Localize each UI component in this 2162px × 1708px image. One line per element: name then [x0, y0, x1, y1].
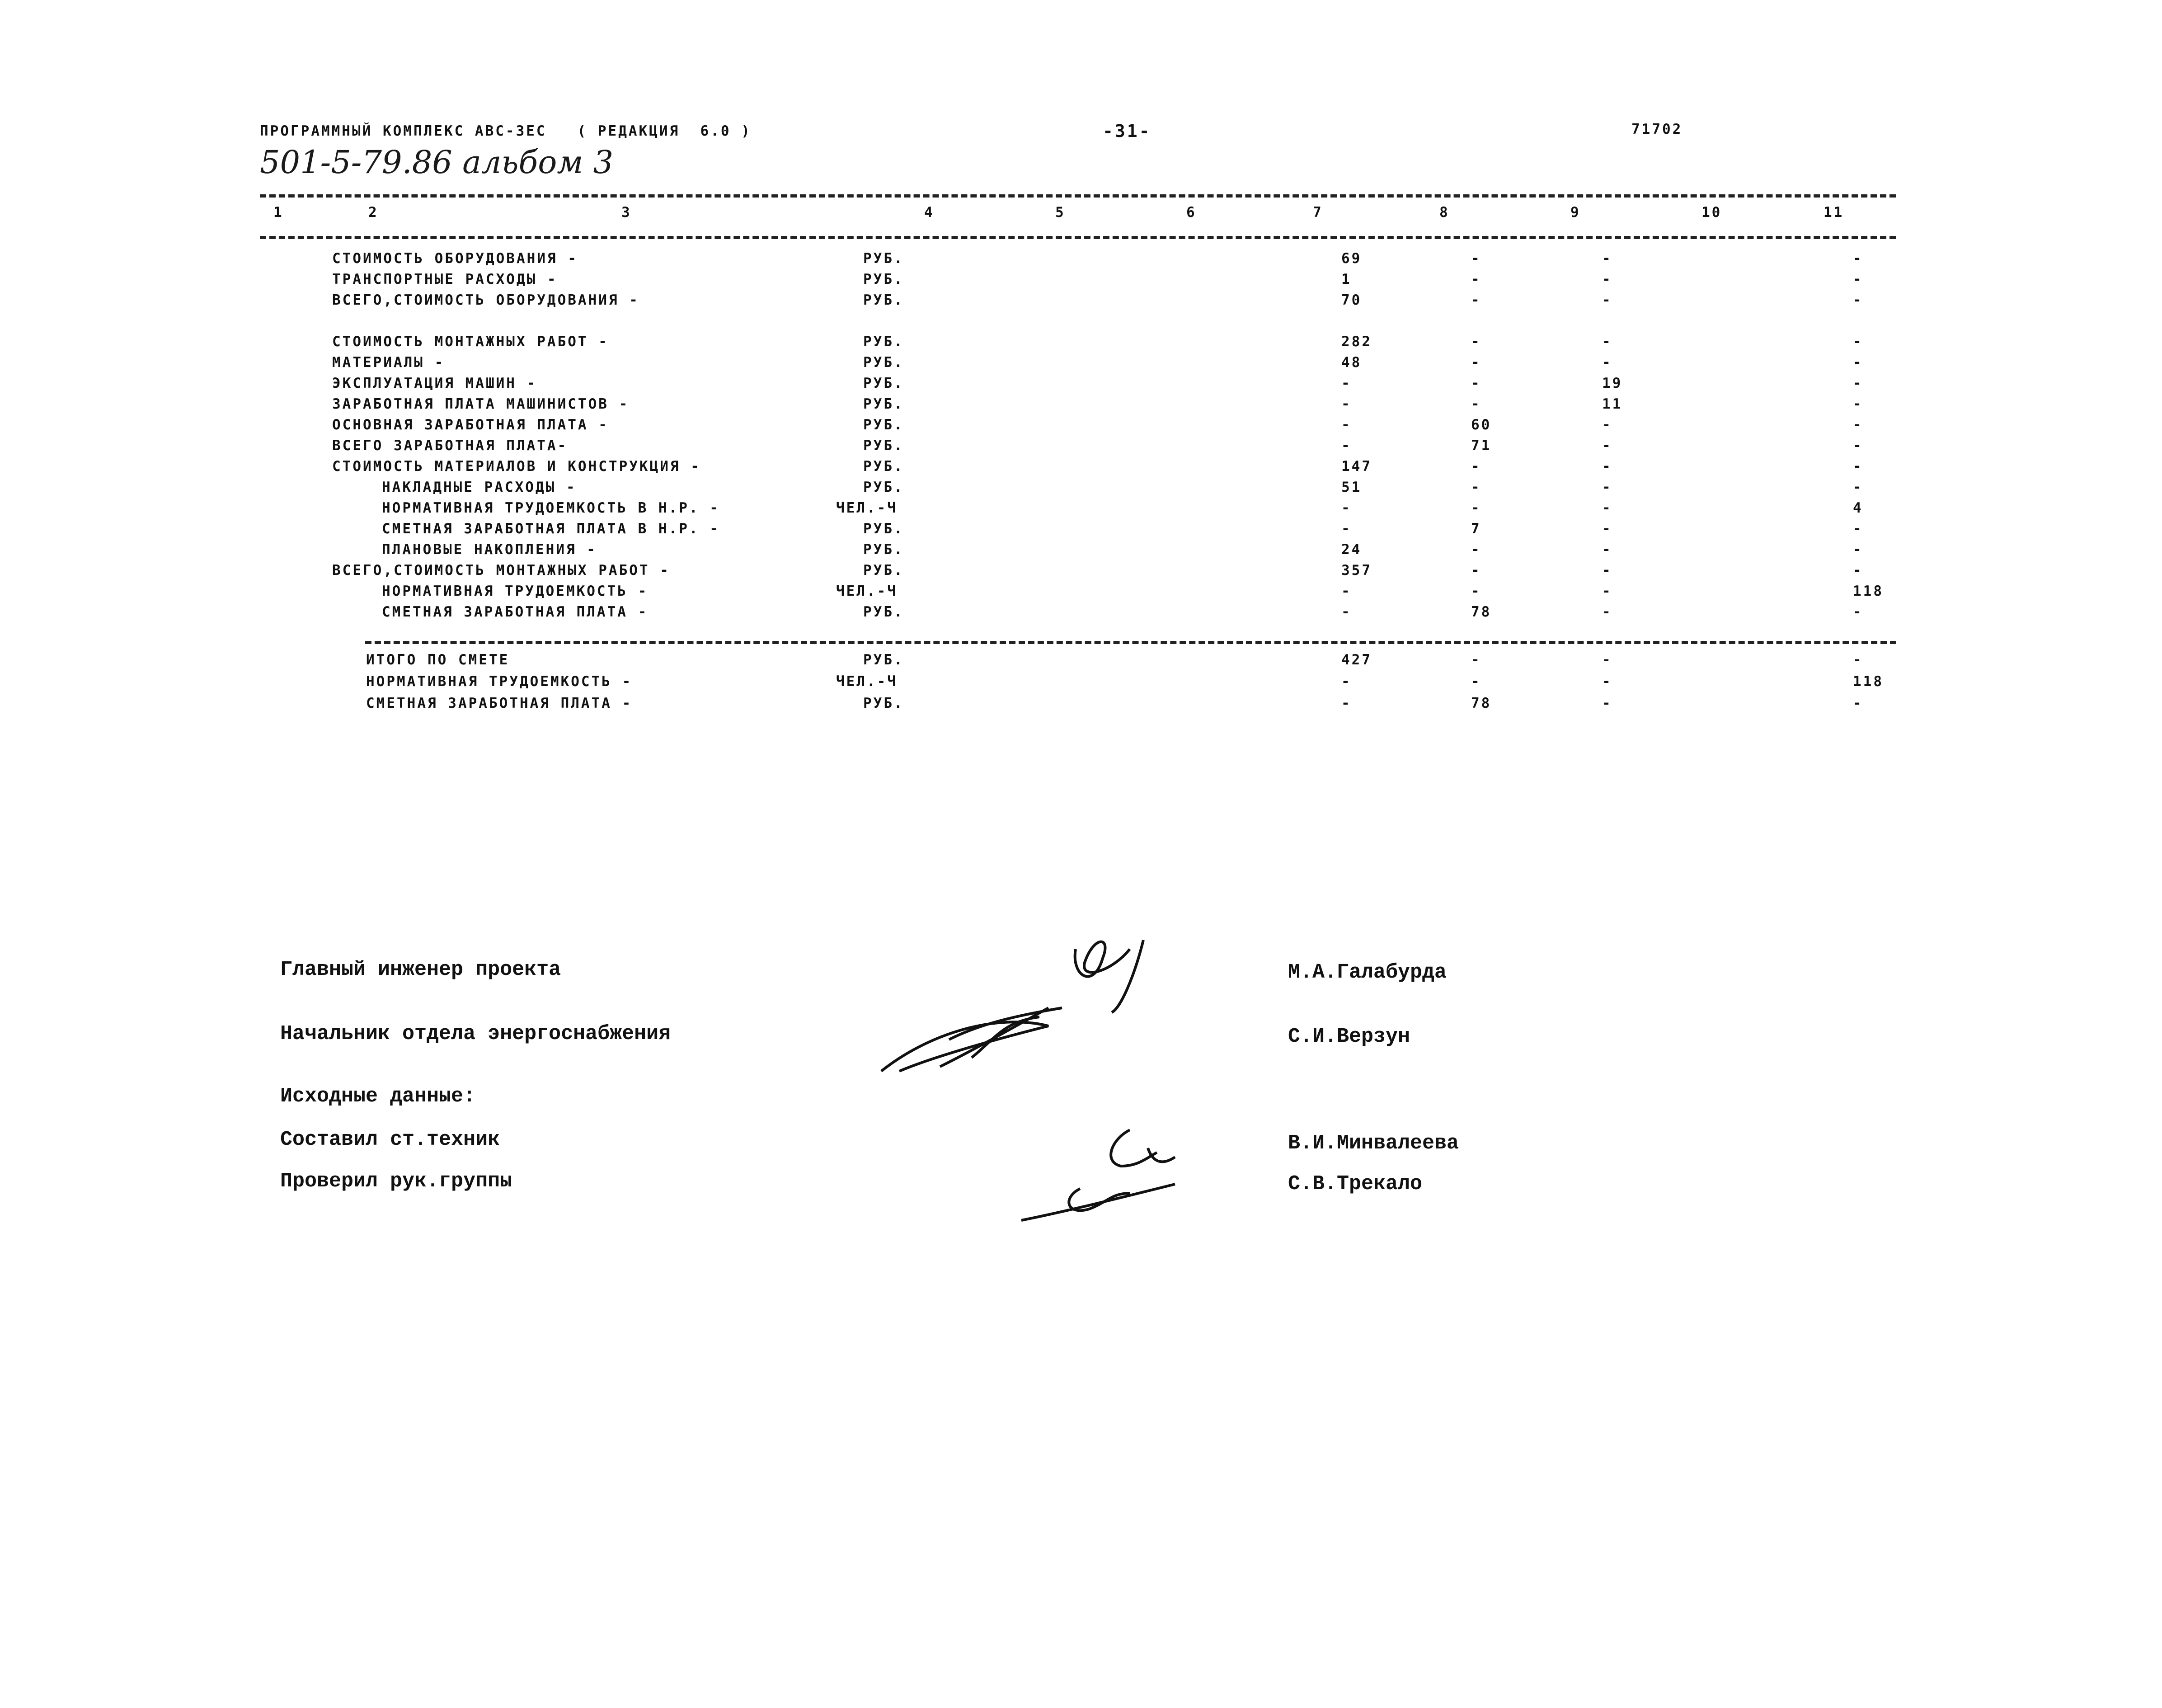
cell-c9: - [1602, 458, 1612, 475]
cell-c11: - [1853, 292, 1863, 308]
cell-c8: 71 [1471, 438, 1492, 454]
cell-c11: - [1853, 521, 1863, 537]
signature-name: М.А.Галабурда [1288, 961, 1447, 984]
row-label: НОРМАТИВНАЯ ТРУДОЕМКОСТЬ - [366, 673, 633, 690]
cell-c7: 51 [1341, 479, 1362, 495]
cell-c11: - [1853, 479, 1863, 495]
cell-c8: - [1471, 500, 1481, 516]
row-unit: РУБ. [863, 396, 904, 412]
column-header-2: 2 [368, 204, 379, 221]
cell-c9: - [1602, 604, 1612, 620]
cell-c8: - [1471, 271, 1481, 287]
cell-c9: 11 [1602, 396, 1623, 412]
cell-c8: - [1471, 334, 1481, 350]
cell-c11: - [1853, 652, 1863, 668]
cell-c8: - [1471, 583, 1481, 599]
cell-c8: 60 [1471, 417, 1492, 433]
column-header-1: 1 [273, 204, 284, 221]
row-unit: ЧЕЛ.-Ч [836, 500, 898, 516]
cell-c9: - [1602, 354, 1612, 371]
signature-name: С.В.Трекало [1288, 1172, 1423, 1195]
row-label: ОСНОВНАЯ ЗАРАБОТНАЯ ПЛАТА - [332, 417, 609, 433]
cell-c8: - [1471, 541, 1481, 558]
signature-role: Главный инженер проекта [280, 958, 561, 981]
cell-c7: - [1341, 695, 1352, 711]
cell-c7: - [1341, 673, 1352, 690]
column-header-11: 11 [1824, 204, 1844, 221]
cell-c11: 118 [1853, 583, 1884, 599]
table-row [0, 271, 2162, 292]
row-unit: РУБ. [863, 541, 904, 558]
cell-c7: 70 [1341, 292, 1362, 308]
column-header-row [260, 204, 1896, 225]
cell-c7: - [1341, 375, 1352, 391]
table-row [0, 396, 2162, 417]
row-unit: РУБ. [863, 250, 904, 267]
cell-c7: 357 [1341, 562, 1372, 579]
row-label: МАТЕРИАЛЫ - [332, 354, 445, 371]
cell-c9: - [1602, 541, 1612, 558]
table-row [0, 292, 2162, 313]
cell-c11: - [1853, 541, 1863, 558]
row-label: НОРМАТИВНАЯ ТРУДОЕМКОСТЬ В Н.Р. - [382, 500, 720, 516]
totals-rule [365, 641, 1896, 644]
row-label: СМЕТНАЯ ЗАРАБОТНАЯ ПЛАТА - [382, 604, 649, 620]
row-label: СМЕТНАЯ ЗАРАБОТНАЯ ПЛАТА - [366, 695, 633, 711]
program-header: ПРОГРАММНЫЙ КОМПЛЕКС АВС-3ЕС ( РЕДАКЦИЯ 6.0 ) [260, 123, 752, 139]
row-unit: РУБ. [863, 375, 904, 391]
handwritten-reference: 501-5-79.86 альбом 3 [260, 144, 614, 181]
cell-c7: 147 [1341, 458, 1372, 475]
cell-c8: - [1471, 250, 1481, 267]
column-header-6: 6 [1186, 204, 1197, 221]
row-unit: ЧЕЛ.-Ч [836, 673, 898, 690]
cell-c9: - [1602, 562, 1612, 579]
row-unit: РУБ. [863, 292, 904, 308]
column-header-7: 7 [1313, 204, 1323, 221]
cell-c11: - [1853, 417, 1863, 433]
row-unit: РУБ. [863, 479, 904, 495]
table-row [0, 250, 2162, 271]
cell-c8: - [1471, 375, 1481, 391]
cell-c9: - [1602, 583, 1612, 599]
table-row [0, 604, 2162, 625]
cell-c11: - [1853, 396, 1863, 412]
table-row [0, 458, 2162, 479]
cell-c9: - [1602, 417, 1612, 433]
cell-c7: - [1341, 604, 1352, 620]
cell-c11: 118 [1853, 673, 1884, 690]
cell-c7: 1 [1341, 271, 1352, 287]
row-unit: РУБ. [863, 334, 904, 350]
cell-c11: - [1853, 438, 1863, 454]
signature-scribble-bottom [1012, 1121, 1193, 1229]
cell-c9: - [1602, 271, 1612, 287]
signature-role: Исходные данные: [280, 1085, 476, 1108]
row-unit: РУБ. [863, 562, 904, 579]
table-row [0, 479, 2162, 500]
table-top-rule [260, 194, 1896, 198]
row-label: ТРАНСПОРТНЫЕ РАСХОДЫ - [332, 271, 558, 287]
cell-c8: - [1471, 292, 1481, 308]
signature-name: С.И.Верзун [1288, 1025, 1410, 1048]
column-header-8: 8 [1439, 204, 1450, 221]
signature-role: Проверил рук.группы [280, 1170, 512, 1193]
row-label: ЭКСПЛУАТАЦИЯ МАШИН - [332, 375, 537, 391]
signature-role: Начальник отдела энергоснабжения [280, 1022, 671, 1045]
table-row [0, 334, 2162, 354]
cell-c7: - [1341, 438, 1352, 454]
cell-c8: 78 [1471, 604, 1492, 620]
cell-c9: - [1602, 292, 1612, 308]
row-unit: РУБ. [863, 271, 904, 287]
cell-c9: - [1602, 250, 1612, 267]
document-number: 71702 [1631, 121, 1683, 137]
table-row [0, 500, 2162, 521]
row-label: ВСЕГО,СТОИМОСТЬ ОБОРУДОВАНИЯ - [332, 292, 639, 308]
cell-c8: - [1471, 562, 1481, 579]
table-row [0, 417, 2162, 438]
cell-c7: - [1341, 583, 1352, 599]
row-unit: РУБ. [863, 604, 904, 620]
row-unit: РУБ. [863, 417, 904, 433]
cell-c7: 282 [1341, 334, 1372, 350]
cell-c7: - [1341, 500, 1352, 516]
column-header-9: 9 [1570, 204, 1581, 221]
cell-c8: 7 [1471, 521, 1481, 537]
cell-c9: - [1602, 479, 1612, 495]
cell-c8: - [1471, 652, 1481, 668]
column-header-5: 5 [1055, 204, 1066, 221]
signature-scribble-top [859, 922, 1202, 1094]
cell-c11: - [1853, 354, 1863, 371]
cell-c7: 24 [1341, 541, 1362, 558]
cell-c8: 78 [1471, 695, 1492, 711]
cell-c7: 48 [1341, 354, 1362, 371]
table-row [0, 354, 2162, 375]
table-row [0, 695, 2162, 716]
column-header-10: 10 [1701, 204, 1722, 221]
signature-role: Составил ст.техник [280, 1128, 500, 1151]
cell-c9: 19 [1602, 375, 1623, 391]
page-number: -31- [1103, 121, 1152, 141]
cell-c11: - [1853, 375, 1863, 391]
row-label: ВСЕГО,СТОИМОСТЬ МОНТАЖНЫХ РАБОТ - [332, 562, 670, 579]
row-label: ВСЕГО ЗАРАБОТНАЯ ПЛАТА- [332, 438, 568, 454]
cell-c11: - [1853, 458, 1863, 475]
cell-c9: - [1602, 500, 1612, 516]
cell-c9: - [1602, 521, 1612, 537]
row-label: СМЕТНАЯ ЗАРАБОТНАЯ ПЛАТА В Н.Р. - [382, 521, 720, 537]
row-unit: РУБ. [863, 695, 904, 711]
row-unit: РУБ. [863, 354, 904, 371]
cell-c7: - [1341, 396, 1352, 412]
row-unit: РУБ. [863, 652, 904, 668]
table-row [0, 562, 2162, 583]
cell-c7: - [1341, 521, 1352, 537]
table-row [0, 583, 2162, 604]
table-row [0, 652, 2162, 673]
cell-c9: - [1602, 438, 1612, 454]
cell-c11: - [1853, 250, 1863, 267]
cell-c7: 69 [1341, 250, 1362, 267]
row-label: СТОИМОСТЬ МАТЕРИАЛОВ И КОНСТРУКЦИЯ - [332, 458, 701, 475]
cell-c9: - [1602, 652, 1612, 668]
row-label: ИТОГО ПО СМЕТЕ [366, 652, 510, 668]
row-unit: ЧЕЛ.-Ч [836, 583, 898, 599]
row-label: СТОИМОСТЬ МОНТАЖНЫХ РАБОТ - [332, 334, 609, 350]
row-unit: РУБ. [863, 521, 904, 537]
cell-c9: - [1602, 673, 1612, 690]
row-label: СТОИМОСТЬ ОБОРУДОВАНИЯ - [332, 250, 578, 267]
row-label: НАКЛАДНЫЕ РАСХОДЫ - [382, 479, 577, 495]
cell-c8: - [1471, 396, 1481, 412]
row-label: НОРМАТИВНАЯ ТРУДОЕМКОСТЬ - [382, 583, 649, 599]
row-unit: РУБ. [863, 438, 904, 454]
table-row [0, 375, 2162, 396]
cell-c8: - [1471, 354, 1481, 371]
cell-c11: - [1853, 271, 1863, 287]
column-header-3: 3 [621, 204, 632, 221]
row-unit: РУБ. [863, 458, 904, 475]
table-row [0, 673, 2162, 694]
table-row [0, 438, 2162, 458]
cell-c9: - [1602, 334, 1612, 350]
cell-c11: - [1853, 604, 1863, 620]
table-row [0, 521, 2162, 541]
cell-c8: - [1471, 458, 1481, 475]
cell-c11: - [1853, 334, 1863, 350]
cell-c11: 4 [1853, 500, 1863, 516]
cell-c11: - [1853, 695, 1863, 711]
table-row [0, 541, 2162, 562]
signature-name: В.И.Минвалеева [1288, 1132, 1459, 1155]
row-label: ПЛАНОВЫЕ НАКОПЛЕНИЯ - [382, 541, 597, 558]
row-label: ЗАРАБОТНАЯ ПЛАТА МАШИНИСТОВ - [332, 396, 630, 412]
cell-c8: - [1471, 673, 1481, 690]
column-header-4: 4 [924, 204, 935, 221]
table-header-rule [260, 236, 1896, 239]
cell-c7: - [1341, 417, 1352, 433]
cell-c7: 427 [1341, 652, 1372, 668]
cell-c11: - [1853, 562, 1863, 579]
cell-c8: - [1471, 479, 1481, 495]
cell-c9: - [1602, 695, 1612, 711]
